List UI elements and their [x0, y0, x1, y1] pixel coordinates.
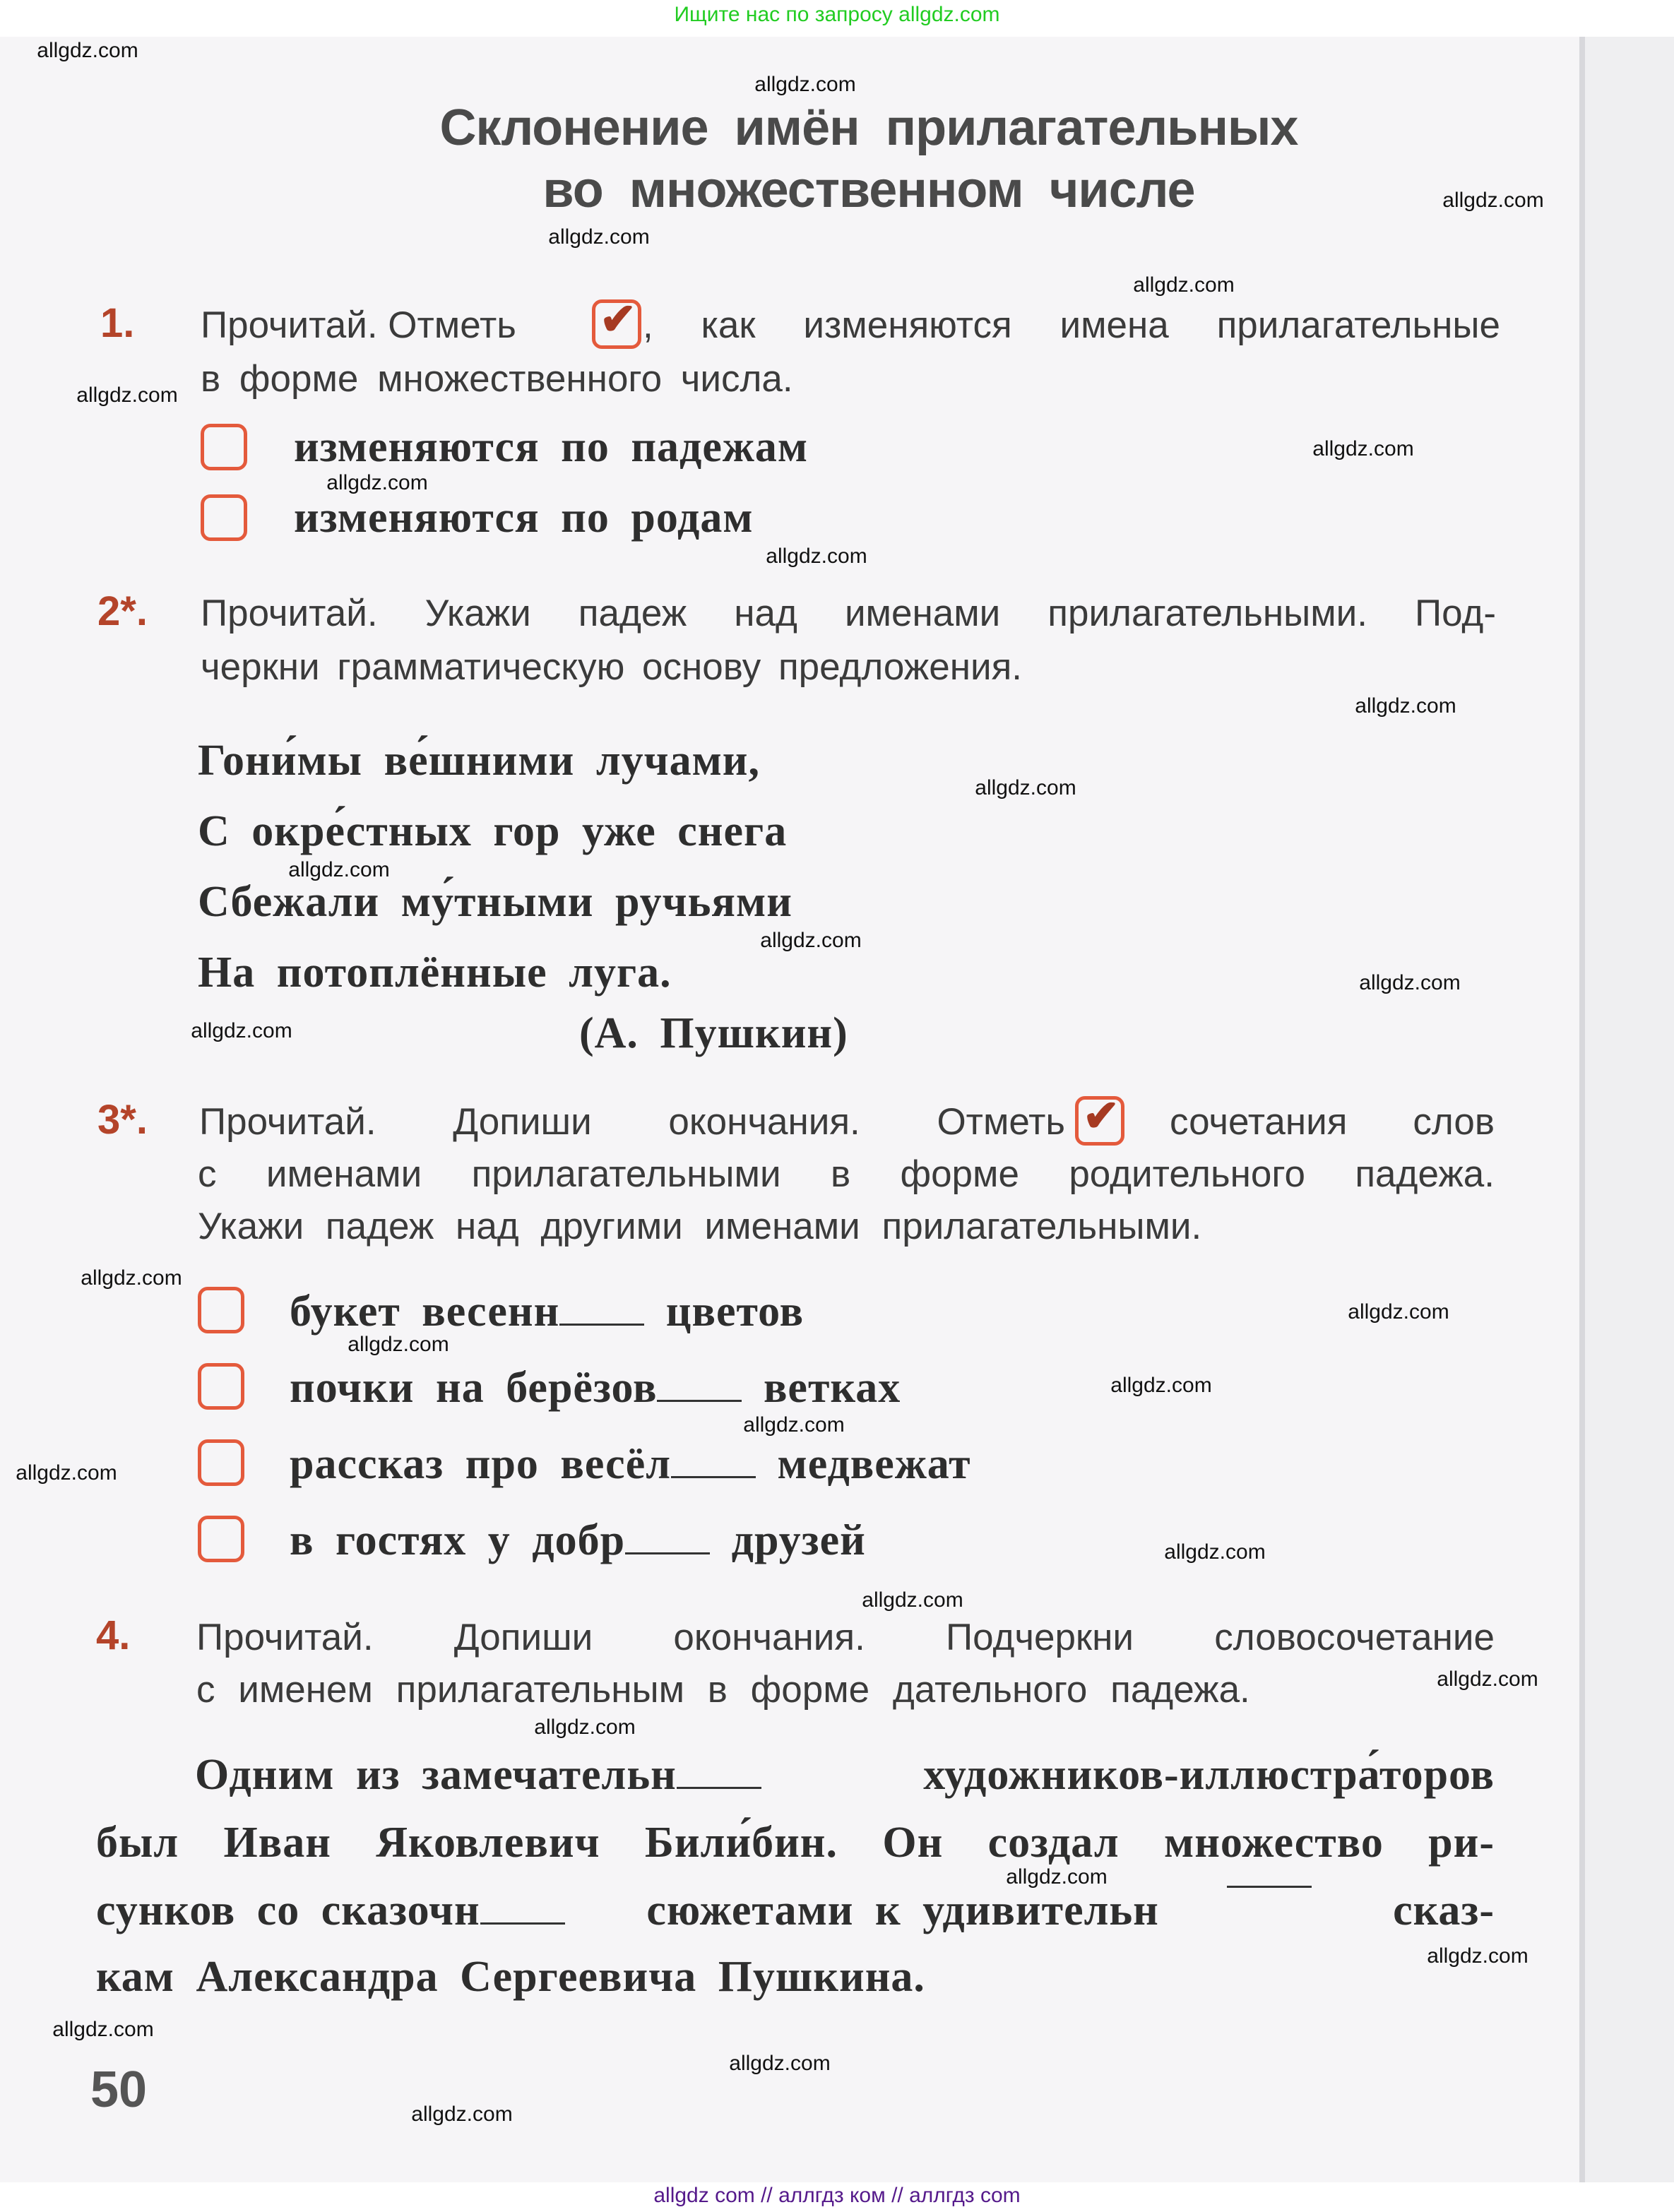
top-banner: [0, 0, 1674, 37]
task3-text-a: Прочитай. Допиши окончания. Отметь: [199, 1101, 1065, 1143]
task3-option4-label: в гостях у добр друзей: [290, 1516, 866, 1564]
task3-option3-checkbox[interactable]: [198, 1439, 244, 1486]
task2-text-line2: черкни грамматическую основу предложения.: [201, 646, 1023, 688]
task1-text-a: Прочитай. Отметь: [201, 304, 516, 346]
bottom-banner: [0, 2182, 1674, 2212]
task2-text-line1: Прочитай. Укажи падеж над именами прилагательными. Под-: [201, 593, 1496, 634]
paragraph-line: был Иван Яковлевич Били́бин. Он создал множество ри-: [96, 1819, 1495, 1867]
watermark: allgdz.com: [1348, 1300, 1449, 1324]
task3-number: 3*.: [97, 1097, 148, 1143]
watermark: allgdz.com: [37, 39, 138, 62]
answer-blank[interactable]: [677, 1787, 761, 1789]
paragraph-line: кам Александра Сергеевича Пушкина.: [96, 1953, 925, 2001]
watermark: allgdz.com: [760, 929, 862, 952]
watermark: allgdz.com: [288, 858, 390, 881]
watermark: allgdz.com: [754, 73, 856, 96]
watermark: allgdz.com: [1133, 273, 1235, 297]
watermark: allgdz.com: [862, 1588, 963, 1612]
task1-option2-checkbox[interactable]: [201, 494, 247, 541]
answer-blank[interactable]: [657, 1400, 742, 1402]
page-number: 50: [90, 2062, 148, 2118]
page-edge: [1579, 37, 1585, 2182]
task1-number: 1.: [100, 300, 135, 346]
poem-line: С окре́стных гор уже снега: [198, 807, 788, 855]
watermark: allgdz.com: [411, 2103, 513, 2126]
paragraph-line: Одним из замечательн художников-иллюстра́торов: [195, 1751, 1495, 1799]
task1-option2-label: изменяются по родам: [294, 494, 754, 542]
top-banner-text[interactable]: Ищите нас по запросу allgdz.com: [674, 3, 1000, 26]
watermark: allgdz.com: [348, 1333, 449, 1356]
watermark: allgdz.com: [1427, 1944, 1528, 1968]
watermark: allgdz.com: [1110, 1374, 1212, 1397]
task3-option1-checkbox[interactable]: [198, 1287, 244, 1333]
watermark: allgdz.com: [1442, 189, 1544, 212]
paragraph-line: сунков со сказочн сюжетами к удивительн сказ-: [96, 1886, 1495, 1934]
answer-blank[interactable]: [480, 1922, 565, 1925]
page-title-line1: Склонение имён прилагательных: [439, 100, 1298, 156]
task4-text-line1: Прочитай. Допиши окончания. Подчеркни словосочетание: [196, 1617, 1495, 1658]
task3-option4-checkbox[interactable]: [198, 1516, 244, 1562]
task1-option1-checkbox[interactable]: [201, 424, 247, 470]
bottom-banner-text[interactable]: allgdz com // аллгдз ком // аллгдз com: [653, 2184, 1021, 2207]
watermark: allgdz.com: [16, 1461, 117, 1485]
page-margin: [1585, 37, 1674, 2182]
watermark: allgdz.com: [1164, 1540, 1266, 1564]
poem-line: Сбежали му́тными ручьями: [198, 878, 793, 926]
answer-blank[interactable]: [671, 1476, 756, 1478]
task1-text-b: , как изменяются имена прилагательные: [643, 304, 1500, 346]
check-sample-icon: ✔: [1075, 1096, 1124, 1146]
task3-option1-label: букет весенн цветов: [290, 1288, 805, 1336]
poem-line: Гони́мы ве́шними лучами,: [198, 737, 761, 785]
watermark: allgdz.com: [743, 1413, 845, 1437]
watermark: allgdz.com: [326, 471, 428, 494]
watermark: allgdz.com: [52, 2018, 154, 2041]
watermark: allgdz.com: [766, 545, 867, 568]
watermark: allgdz.com: [81, 1266, 182, 1290]
page-title-line2: во множественном числе: [542, 162, 1195, 218]
watermark: allgdz.com: [1359, 971, 1461, 994]
answer-blank[interactable]: [1227, 1886, 1312, 1888]
task3-text-line3: Укажи падеж над другими именами прилагательными.: [198, 1206, 1202, 1247]
watermark: allgdz.com: [534, 1716, 636, 1739]
watermark: allgdz.com: [1437, 1667, 1538, 1691]
task1-option1-label: изменяются по падежам: [294, 423, 809, 471]
watermark: allgdz.com: [191, 1019, 292, 1042]
task3-text-line2: с именами прилагательными в форме родительного падежа.: [198, 1153, 1495, 1195]
task3-option3-label: рассказ про весёл медвежат: [290, 1440, 971, 1488]
poem-author: (А. Пушкин): [579, 1009, 848, 1057]
task1-text-line2: в форме множественного числа.: [201, 358, 793, 400]
answer-blank[interactable]: [559, 1324, 644, 1326]
task2-number: 2*.: [97, 588, 148, 634]
task3-text-b: сочетания слов: [1170, 1101, 1495, 1143]
poem-line: На потоплённые луга.: [198, 949, 672, 997]
check-sample-icon: ✔: [592, 299, 641, 349]
watermark: allgdz.com: [1006, 1865, 1108, 1889]
watermark: allgdz.com: [76, 383, 178, 407]
task4-text-line2: с именем прилагательным в форме дательного падежа.: [196, 1669, 1250, 1711]
watermark: allgdz.com: [1355, 694, 1456, 718]
task4-number: 4.: [96, 1612, 131, 1658]
watermark: allgdz.com: [729, 2052, 831, 2075]
watermark: allgdz.com: [1312, 437, 1414, 460]
task3-option2-label: почки на берёзов ветках: [290, 1364, 901, 1412]
watermark: allgdz.com: [548, 225, 650, 249]
answer-blank[interactable]: [625, 1552, 710, 1554]
watermark: allgdz.com: [975, 776, 1076, 799]
task3-option2-checkbox[interactable]: [198, 1363, 244, 1410]
